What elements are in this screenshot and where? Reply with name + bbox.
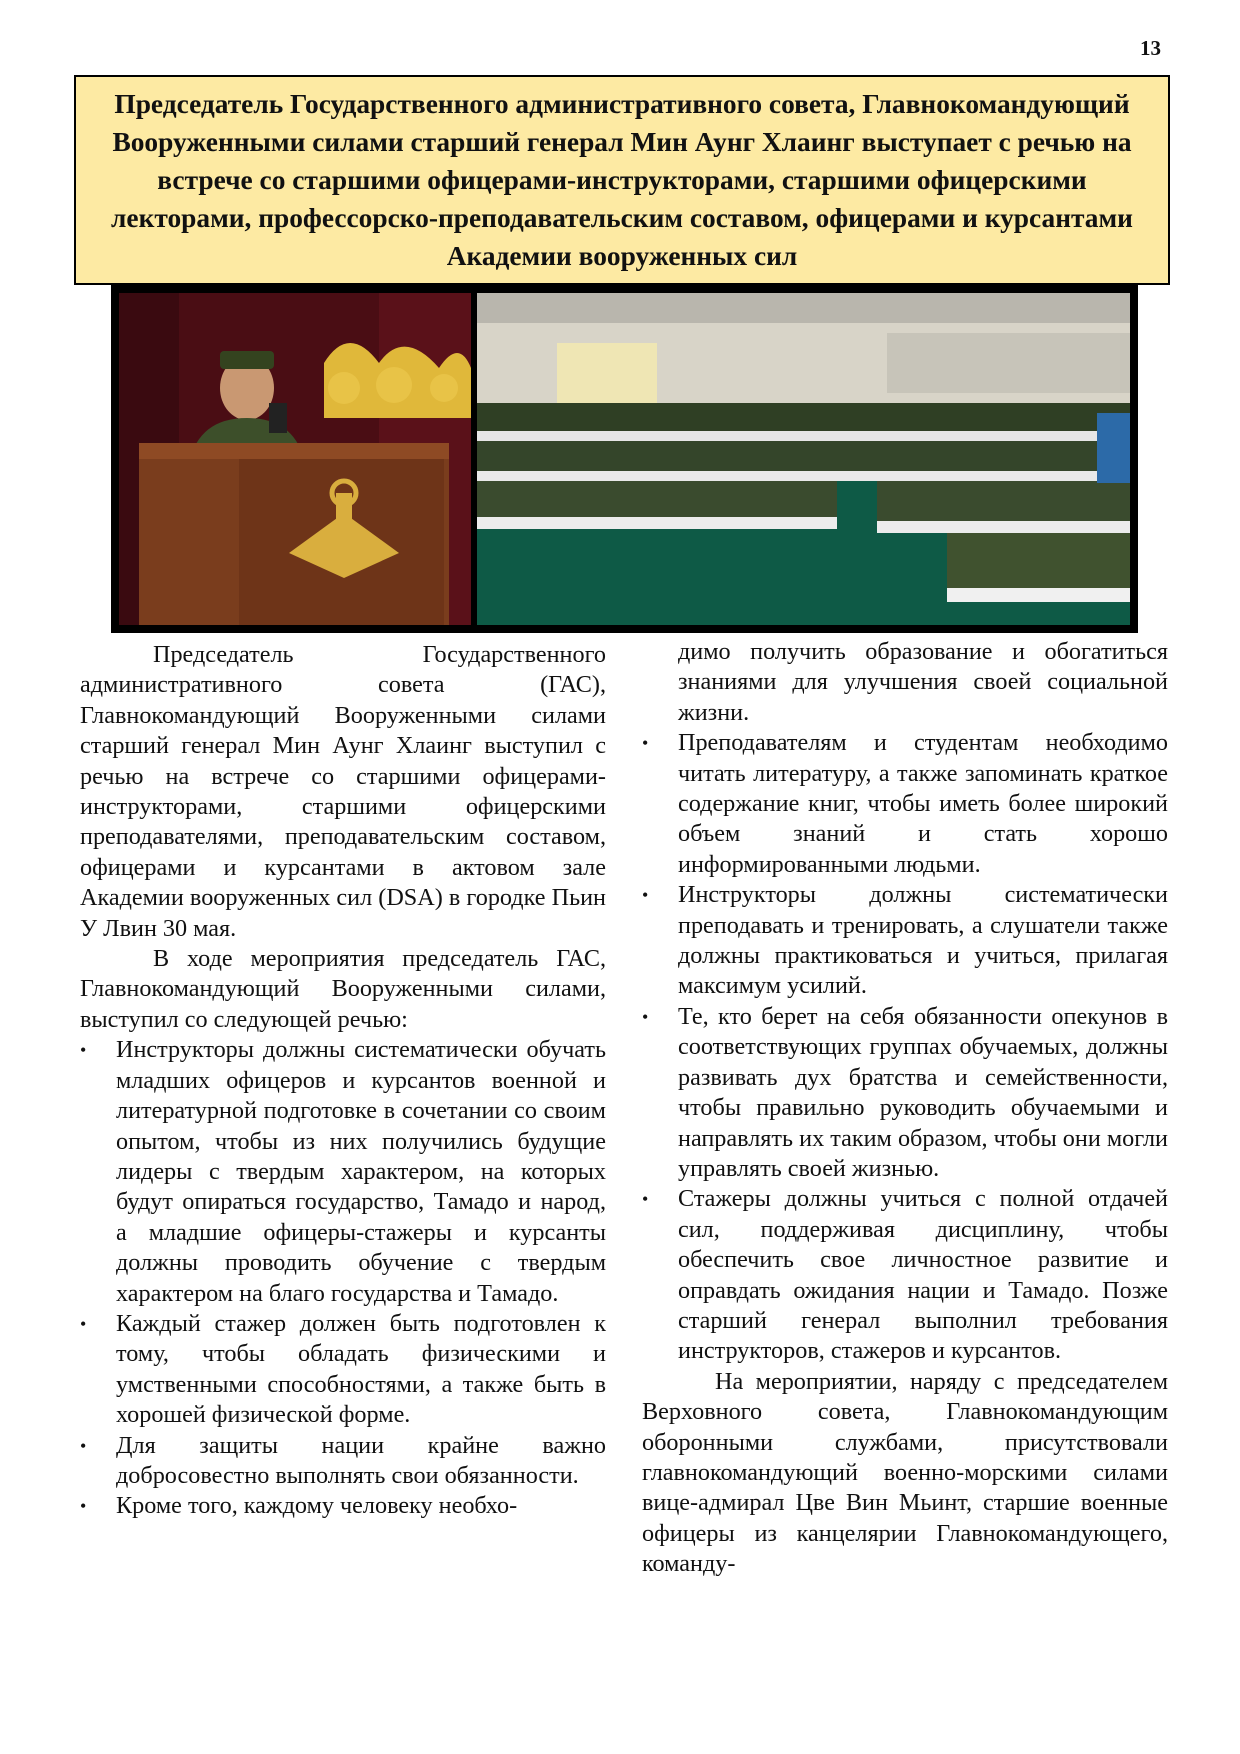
speech-bullet-list bbox=[80, 1035, 606, 1522]
speech-intro-paragraph: В ходе мероприятия председатель ГАС, Главнокомандующий Вооруженными силами, выступил со следующей речью: bbox=[80, 945, 606, 1033]
photo-strip bbox=[111, 285, 1138, 633]
bullet-item: • Инструкторы должны систематически преподавать и тренировать, а слушатели также должны практиковаться и учиться, прилагая максимум усилий. bbox=[642, 880, 1168, 1002]
closing-paragraph: На мероприятии, наряду с председателем Верховного совета, Главнокомандующим оборонными службами, присутствовали главнокомандующий военно-морскими силами вице-адмирал Цве Вин Мьинт, старшие военные офицеры из канцелярии Главнокомандующего, команду- bbox=[642, 1367, 1168, 1578]
bullet-item: • Те, кто берет на себя обязанности опекунов в соответствующих группах обучаемых, должны развивать дух братства и семейственности, чтобы правильно руководить обучаемыми и направлять их таким образом, чтобы они могли управлять своей жизнью. bbox=[642, 1002, 1168, 1184]
photo-speaker-at-podium bbox=[119, 293, 471, 625]
bullet-item: • Стажеры должны учиться с полной отдачей сил, поддерживая дисциплину, чтобы обеспечить свое личностное развитие и оправдать ожидания нации и Тамадо. Позже старший генерал выполнил требования инструкторов, стажеров и курсантов. bbox=[642, 1184, 1168, 1366]
left-column bbox=[80, 640, 606, 1522]
speech-bullet-list-continued bbox=[642, 728, 1168, 1367]
bullet-item: • Инструкторы должны систематически обучать младших офицеров и курсантов военной и литературной подготовке в сочетании со своим опытом, чтобы из них получились будущие лидеры с твердым характером, на которых будут опираться государство, Тамадо и народ, а младшие офицеры-стажеры и курсанты должны проводить обучение с твердым характером на благо государства и Тамадо. bbox=[80, 1035, 606, 1309]
right-column bbox=[642, 637, 1168, 1580]
headline bbox=[74, 75, 1170, 285]
photo-audience-in-hall bbox=[477, 293, 1130, 625]
page-number: 13 bbox=[1140, 36, 1161, 60]
bullet-continuation: димо получить образование и обогатиться знаниями для улучшения своей социальной жизни. bbox=[678, 638, 1168, 726]
headline-text: Председатель Государственного административного совета, Главнокомандующий Вооруженными силами старший генерал Мин Аунг Хлаинг выступает с речью на встрече со старшими офицерами-инструкторами, старшими офицерскими лекторами, профессорско-преподавательским составом, офицерами и курсантами Академии вооруженных сил bbox=[111, 89, 1133, 271]
bullet-item: • Преподавателям и студентам необходимо читать литературу, а также запоминать краткое содержание книг, чтобы иметь более широкий объем знаний и стать хорошо информированными людьми. bbox=[642, 728, 1168, 880]
bullet-item: • Кроме того, каждому человеку необхо- bbox=[80, 1491, 606, 1521]
bullet-item: • Каждый стажер должен быть подготовлен к тому, чтобы обладать физическими и умственными способностями, а также быть в хорошей физической форме. bbox=[80, 1309, 606, 1431]
intro-paragraph: Председатель Государственного административного совета (ГАС), Главнокомандующий Вооруженными силами старший генерал Мин Аунг Хлаинг выступил с речью на встрече со старшими офицерами-инструкторами, старшими офицерскими преподавателями, преподавательским составом, офицерами и курсантами в актовом зале Академии вооруженных сил (DSA) в городке Пьин У Лвин 30 мая. bbox=[80, 641, 606, 942]
bullet-item: • Для защиты нации крайне важно добросовестно выполнять свои обязанности. bbox=[80, 1431, 606, 1492]
